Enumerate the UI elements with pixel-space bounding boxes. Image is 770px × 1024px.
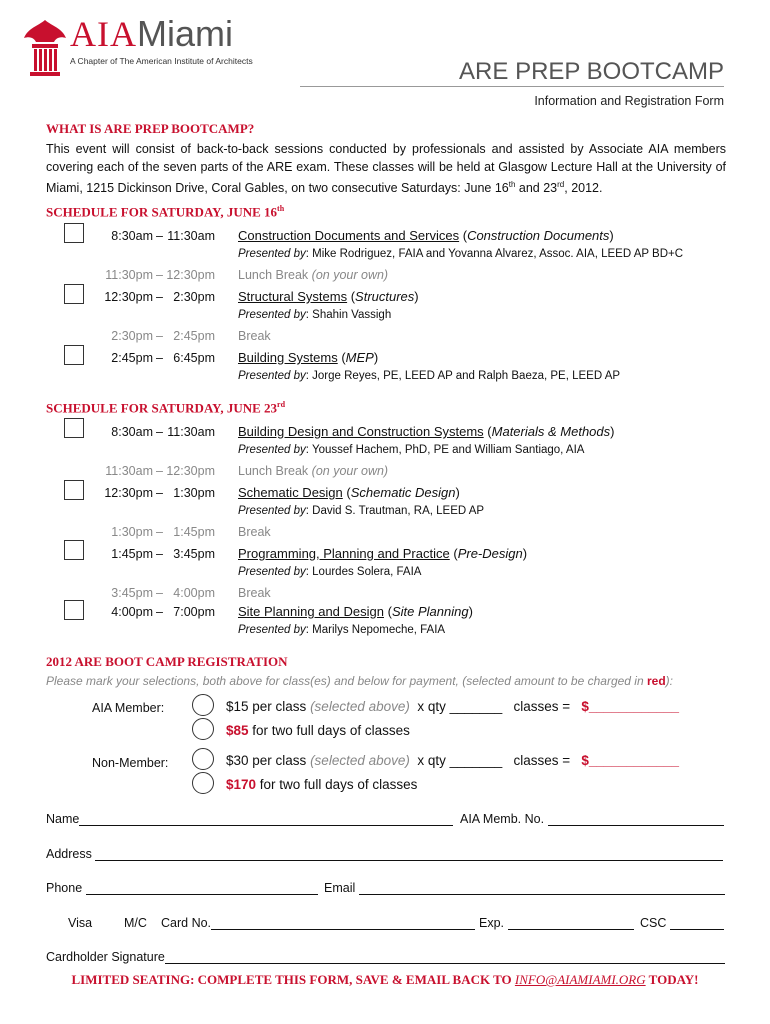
member-full-days-radio[interactable] <box>192 718 214 740</box>
session-title-d1-s3: Building Systems (MEP) <box>238 350 379 365</box>
session-title-d2-s1: Building Design and Construction Systems (Materials & Methods) <box>238 424 615 439</box>
member-full-days-line: $85 for two full days of classes <box>226 723 410 738</box>
break-d1: Break <box>238 329 271 343</box>
presenters-d2-s3: Presented by: Lourdes Solera, FAIA <box>238 566 422 578</box>
visa-option[interactable]: Visa <box>68 916 93 930</box>
header-rule <box>300 86 724 87</box>
session-checkbox-d1-s2[interactable] <box>64 284 84 304</box>
break-d2-1: Break <box>238 525 271 539</box>
lunch-break-d2: Lunch Break (on your own) <box>238 464 389 478</box>
session-checkbox-d2-s1[interactable] <box>64 418 84 438</box>
session-title-d1-s2: Structural Systems (Structures) <box>238 289 419 304</box>
presenters-d2-s2: Presented by: David S. Trautman, RA, LEED AP <box>238 505 485 517</box>
logo-wordmark <box>70 14 233 54</box>
member-per-class-radio[interactable] <box>192 694 214 716</box>
registration-note: Please mark your selections, both above for class(es) and below for payment, (selected amount to be charged in red): <box>46 674 674 688</box>
session-checkbox-d2-s3[interactable] <box>64 540 84 560</box>
page-title: ARE PREP BOOTCAMP <box>459 58 724 85</box>
footer-banner: LIMITED SEATING: COMPLETE THIS FORM, SAVE & EMAIL BACK TO INFO@AIAMIAMI.ORG TODAY! <box>71 972 699 987</box>
registration-heading: 2012 ARE BOOT CAMP REGISTRATION <box>46 654 288 669</box>
logo-subtitle: A Chapter of The American Institute of Architects <box>70 56 253 66</box>
aia-eagle-column-icon <box>22 18 68 78</box>
card-no-field[interactable]: Card No. <box>161 916 475 930</box>
page-subtitle: Information and Registration Form <box>534 94 724 108</box>
presenters-d2-s1: Presented by: Youssef Hachem, PhD, PE and William Santiago, AIA <box>238 444 585 456</box>
session-checkbox-d1-s3[interactable] <box>64 345 84 365</box>
mc-option[interactable]: M/C <box>124 916 147 930</box>
session-checkbox-d2-s4[interactable] <box>64 600 84 620</box>
member-label: AIA Member: <box>92 701 165 715</box>
aia-miami-logo <box>22 13 253 84</box>
email-field[interactable]: Email <box>324 881 725 895</box>
presenters-d1-s2: Presented by: Shahin Vassigh <box>238 309 392 321</box>
aia-memb-no-field[interactable]: AIA Memb. No. <box>460 812 724 826</box>
phone-field[interactable]: Phone <box>46 881 318 895</box>
day2-heading: SCHEDULE FOR SATURDAY, JUNE 23rd <box>46 400 286 416</box>
day1-heading: SCHEDULE FOR SATURDAY, JUNE 16th <box>46 204 285 220</box>
session-checkbox-d1-s1[interactable] <box>64 223 84 243</box>
lunch-break-d1: Lunch Break (on your own) <box>238 268 389 282</box>
address-field[interactable]: Address <box>46 847 723 861</box>
logo-aia: AIA <box>70 14 137 54</box>
intro-paragraph: This event will consist of back-to-back sessions conducted by professionals and assisted by Associate AIA members covering each of the seven parts of the ARE exam. These classes will be held at Glasgow Lecture Hall at the University of Miami, 1215 Dickinson Drive, Coral Gables, on two consecutive Saturdays: June 16th and 23rd, 2012. <box>46 142 726 196</box>
intro-heading: WHAT IS ARE PREP BOOTCAMP? <box>46 121 255 136</box>
name-field[interactable]: Name <box>46 812 453 826</box>
presenters-d1-s3: Presented by: Jorge Reyes, PE, LEED AP and Ralph Baeza, PE, LEED AP <box>238 370 621 382</box>
session-title-d2-s4: Site Planning and Design (Site Planning) <box>238 604 473 619</box>
csc-field[interactable]: CSC <box>640 916 724 930</box>
presenters-d2-s4: Presented by: Marilys Nepomeche, FAIA <box>238 624 446 636</box>
exp-field[interactable]: Exp. <box>479 916 634 930</box>
break-d2-2: Break <box>238 586 271 600</box>
nonmember-full-days-line: $170 for two full days of classes <box>226 777 418 792</box>
nonmember-label: Non-Member: <box>92 756 169 770</box>
nonmember-per-class-radio[interactable] <box>192 748 214 770</box>
session-title-d1-s1: Construction Documents and Services (Construction Documents) <box>238 228 614 243</box>
member-per-class-line: $15 per class (selected above) x qty _______ classes = $____________ <box>226 699 680 714</box>
session-title-d2-s3: Programming, Planning and Practice (Pre-Design) <box>238 546 528 561</box>
session-title-d2-s2: Schematic Design (Schematic Design) <box>238 485 460 500</box>
email-link[interactable]: INFO@AIAMIAMI.ORG <box>514 972 646 987</box>
cardholder-signature-field[interactable]: Cardholder Signature <box>46 950 725 964</box>
session-checkbox-d2-s2[interactable] <box>64 480 84 500</box>
presenters-d1-s1: Presented by: Mike Rodriguez, FAIA and Yovanna Alvarez, Assoc. AIA, LEED AP BD+C <box>238 248 684 260</box>
nonmember-full-days-radio[interactable] <box>192 772 214 794</box>
logo-miami: Miami <box>136 13 233 54</box>
nonmember-per-class-line: $30 per class (selected above) x qty _______ classes = $____________ <box>226 753 680 768</box>
